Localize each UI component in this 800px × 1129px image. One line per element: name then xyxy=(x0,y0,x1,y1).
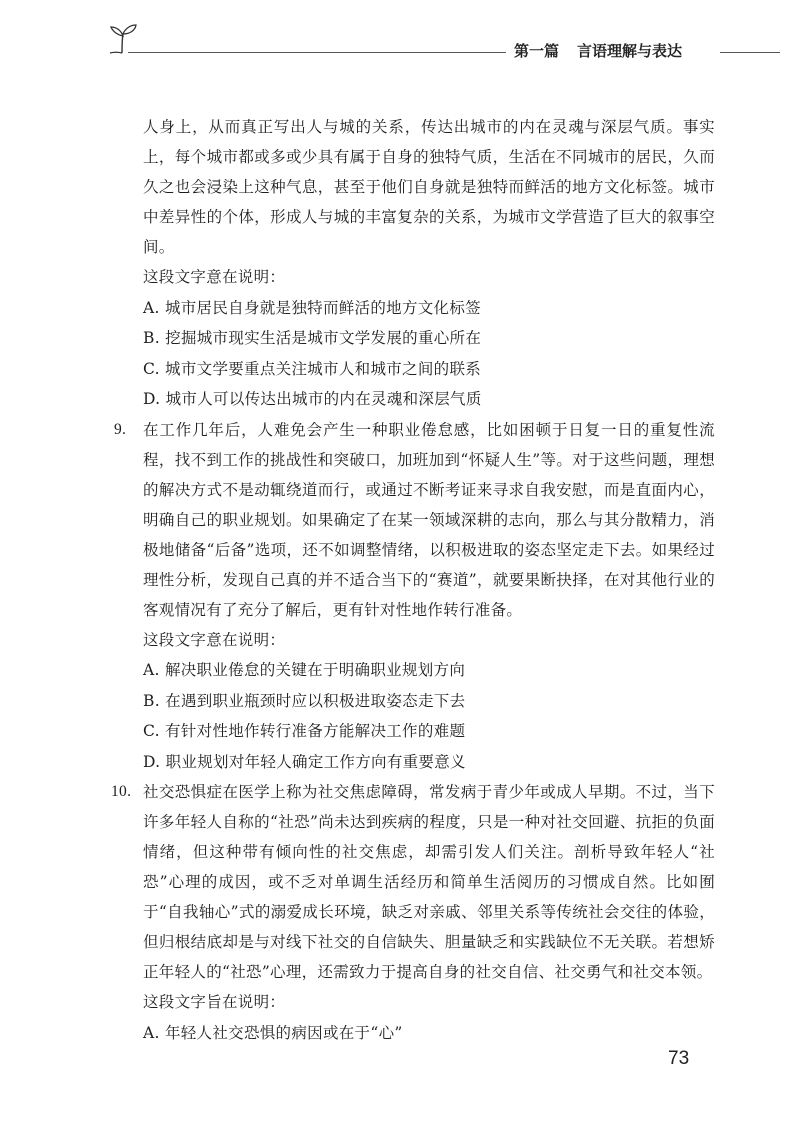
question-text: 社交恐惧症在医学上称为社交焦虑障碍，常发病于青少年或成人早期。不过，当下许多年轻人自称的“社恐”尚未达到疾病的程度，只是一种对社交回避、抗拒的负面情绪，但这种带有倾向性的社交焦虑，却需引发人们关注。剖析导致年轻人“社恐”心理的成因，或不乏对单调生活经历和简单生活阅历的习惯成自然。比如囿于“自我轴心”式的溺爱成长环境，缺乏对亲戚、邻里关系等传统社会交往的体验，但归根结底却是与对线下社交的自信缺失、胆量缺乏和实践缺位不无关联。若想矫正年轻人的“社恐”心理，还需致力于提高自身的社交自信、社交勇气和社交本领。 xyxy=(143,783,715,981)
option-b: B. 挖掘城市现实生活是城市文学发展的重心所在 xyxy=(143,329,482,347)
page-content xyxy=(111,112,715,1048)
question-number: 9. xyxy=(114,420,127,438)
option-a: A. 城市居民自身就是独特而鲜活的地方文化标签 xyxy=(143,298,481,317)
part-label: 第一篇 xyxy=(514,42,560,60)
question-9 xyxy=(114,415,715,778)
page-header xyxy=(0,0,800,70)
option-c: C. 城市文学要重点关注城市人和城市之间的联系 xyxy=(143,359,482,378)
passage-text: 人身上，从而真正写出人与城的关系，传达出城市的内在灵魂与深层气质。事实上，每个城市都或多或少具有属于自身的独特气质，生活在不同城市的居民，久而久之也会浸染上这种气息，甚至于他们自身就是独特而鲜活的地方文化标签。城市中差异性的个体，形成人与城的丰富复杂的关系，为城市文学营造了巨大的叙事空间。 xyxy=(143,118,715,256)
chapter-title xyxy=(514,40,714,61)
option-b: B. 在遇到职业瓶颈时应以积极进取姿态走下去 xyxy=(143,691,466,710)
option-a: A. 解决职业倦怠的关键在于明确职业规划方向 xyxy=(143,661,466,679)
question-prompt: 这段文字意在说明： xyxy=(143,268,286,286)
header-rule-right xyxy=(720,52,780,53)
question-number: 10. xyxy=(111,783,132,800)
question-10 xyxy=(111,777,715,1048)
option-d: D. 职业规划对年轻人确定工作方向有重要意义 xyxy=(143,752,466,771)
question-prompt: 这段文字意在说明： xyxy=(143,630,286,649)
section-title: 言语理解与表达 xyxy=(577,42,683,60)
question-prompt: 这段文字旨在说明： xyxy=(143,993,286,1011)
sprout-icon xyxy=(108,22,138,54)
header-rule-left xyxy=(128,52,506,53)
option-d: D. 城市人可以传达出城市的内在灵魂和深层气质 xyxy=(143,390,482,408)
option-c: C. 有针对性地作转行准备方能解决工作的难题 xyxy=(143,722,466,740)
option-a: A. 年轻人社交恐惧的病因或在于“心” xyxy=(143,1023,403,1042)
question-text: 在工作几年后，人难免会产生一种职业倦怠感，比如困顿于日复一日的重复性流程，找不到工作的挑战性和突破口，加班加到“怀疑人生”等。对于这些问题，理想的解决方式不是动辄绕道而行，或通过不断考证来寻求自我安慰，而是直面内心，明确自己的职业规划。如果确定了在某一领域深耕的志向，那么与其分散精力，消极地储备“后备”选项，还不如调整情绪，以积极进取的姿态坚定走下去。如果经过理性分析，发现自己真的并不适合当下的“赛道”，就要果断抉择，在对其他行业的客观情况有了充分了解后，更有针对性地作转行准备。 xyxy=(143,420,715,619)
passage-continued xyxy=(143,112,715,415)
page-number: 73 xyxy=(668,1048,690,1069)
